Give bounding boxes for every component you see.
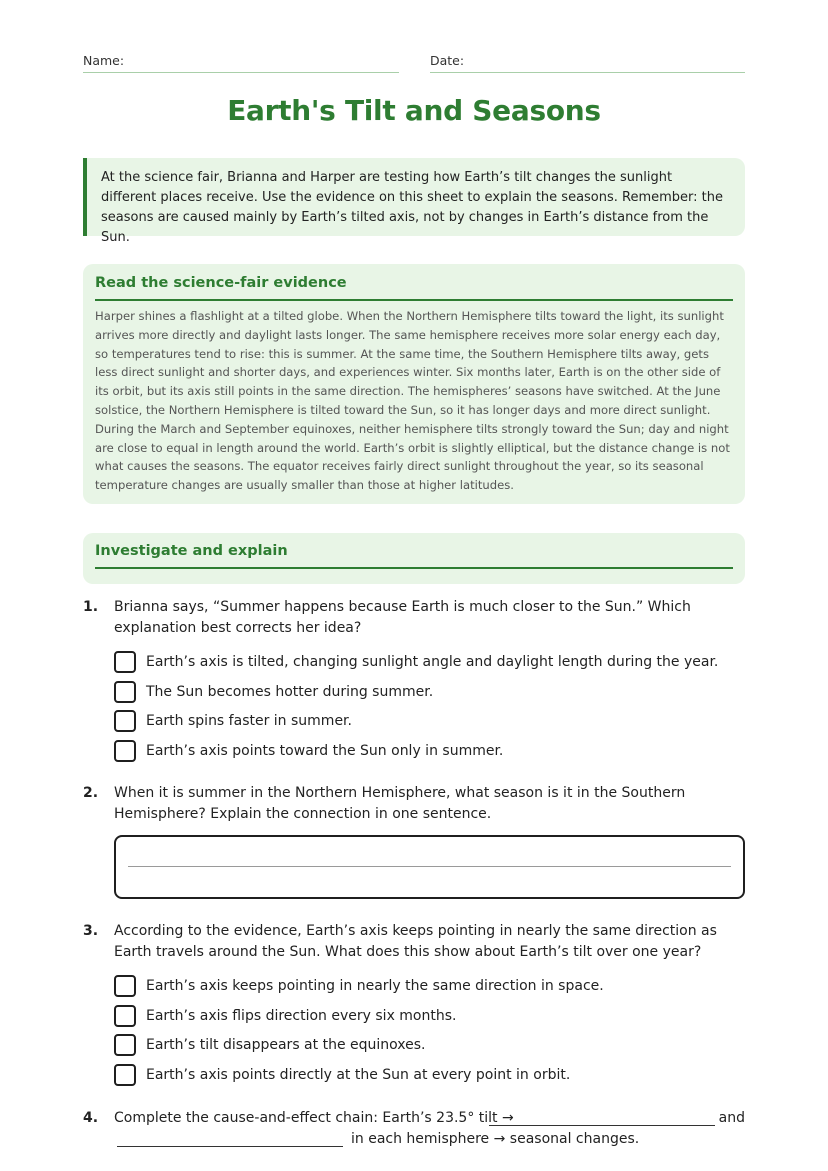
option[interactable] (114, 710, 734, 740)
blank-line-2[interactable] (117, 1131, 343, 1147)
evidence-heading: Read the science-fair evidence (95, 275, 733, 301)
option[interactable] (114, 975, 734, 1005)
name-field[interactable] (83, 52, 399, 73)
page-title: Earth's Tilt and Seasons (227, 94, 601, 127)
question-1 (83, 597, 745, 639)
question-number: 1. (83, 599, 99, 615)
option-label: Earth spins faster in summer. (146, 713, 352, 729)
header-fields (83, 52, 745, 74)
checkbox[interactable] (114, 651, 136, 673)
question-3-options (114, 975, 734, 1093)
intro-text: At the science fair, Brianna and Harper are testing how Earth’s tilt changes the sunlight different places receive. Use the evidence on this sheet to explain the seasons. Remember: the seasons are caused mainly by Earth’s tilted axis, not by changes in Earth’s distance from the Sun. (101, 170, 724, 245)
checkbox[interactable] (114, 740, 136, 762)
option[interactable] (114, 1064, 734, 1094)
option-label: Earth’s axis is tilted, changing sunlight angle and daylight length during the year. (146, 654, 719, 670)
checkbox[interactable] (114, 975, 136, 997)
question-text: According to the evidence, Earth’s axis keeps pointing in nearly the same direction as Earth travels around the Sun. What does this show about Earth’s tilt over one year? (114, 923, 717, 960)
name-label: Name: (83, 53, 125, 68)
option-label: Earth’s axis points directly at the Sun at every point in orbit. (146, 1066, 571, 1083)
option[interactable] (114, 681, 734, 711)
question-4-text-part1: Complete the cause-and-effect chain: Earth’s 23.5° tilt → (114, 1110, 514, 1126)
date-field[interactable] (430, 52, 745, 73)
investigate-heading: Investigate and explain (95, 543, 733, 569)
option[interactable] (114, 651, 734, 681)
evidence-text: Harper shines a flashlight at a tilted globe. When the Northern Hemisphere tilts toward the light, its sunlight arrives more directly and daylight lasts longer. The same hemisphere receives more solar energy each day, so temperatures tend to rise: this is summer. At the same time, the Southern Hemisphere tilts away, gets less direct sunlight and shorter days, and experiences winter. Six months later, Earth is on the other side of its orbit, but its axis still points in the same direction. The hemispheres’ seasons have switched. At the June solstice, the Northern Hemisphere is tilted toward the Sun, so it has longer days and more direct sunlight. During the March and September equinoxes, neither hemisphere tilts strongly toward the Sun; day and night are close to equal in length around the world. Earth’s orbit is slightly elliptical, but the distance change is not what causes the seasons. The equator receives fairly direct sunlight throughout the year, so its seasonal temperature changes are usually smaller than those at higher latitudes. (95, 309, 730, 493)
question-4-text-part2: and (718, 1110, 745, 1126)
question-text: When it is summer in the Northern Hemisphere, what season is it in the Southern Hemisphere? Explain the connection in one sentence. (114, 785, 686, 822)
date-label: Date: (430, 53, 465, 68)
checkbox[interactable] (114, 1034, 136, 1056)
intro-callout (83, 158, 745, 245)
question-number: 2. (83, 785, 99, 801)
question-number: 4. (83, 1110, 99, 1126)
question-3 (83, 921, 745, 963)
option-label: Earth’s axis points toward the Sun only in summer. (146, 742, 504, 759)
question-4 (83, 1108, 745, 1150)
question-number: 3. (83, 923, 99, 939)
question-2 (83, 783, 745, 825)
checkbox[interactable] (114, 681, 136, 703)
option[interactable] (114, 1034, 734, 1064)
blank-line-1[interactable] (489, 1110, 715, 1126)
option-label: The Sun becomes hotter during summer. (146, 683, 434, 700)
question-text (114, 1108, 745, 1150)
checkbox[interactable] (114, 710, 136, 732)
checkbox[interactable] (114, 1005, 136, 1027)
answer-line (128, 866, 731, 867)
checkbox[interactable] (114, 1064, 136, 1086)
option[interactable] (114, 740, 734, 770)
investigate-panel (83, 533, 745, 584)
option[interactable] (114, 1005, 734, 1035)
evidence-panel (83, 264, 745, 504)
option-label: Earth’s axis keeps pointing in nearly the same direction in space. (146, 978, 604, 994)
option-label: Earth’s tilt disappears at the equinoxes. (146, 1037, 426, 1053)
question-4-text-part3: in each hemisphere → seasonal changes. (351, 1131, 640, 1147)
question-1-options (114, 651, 734, 769)
answer-box[interactable] (114, 835, 745, 899)
option-label: Earth’s axis flips direction every six months. (146, 1007, 457, 1024)
question-text: Brianna says, “Summer happens because Earth is much closer to the Sun.” Which explanation best corrects her idea? (114, 599, 691, 636)
